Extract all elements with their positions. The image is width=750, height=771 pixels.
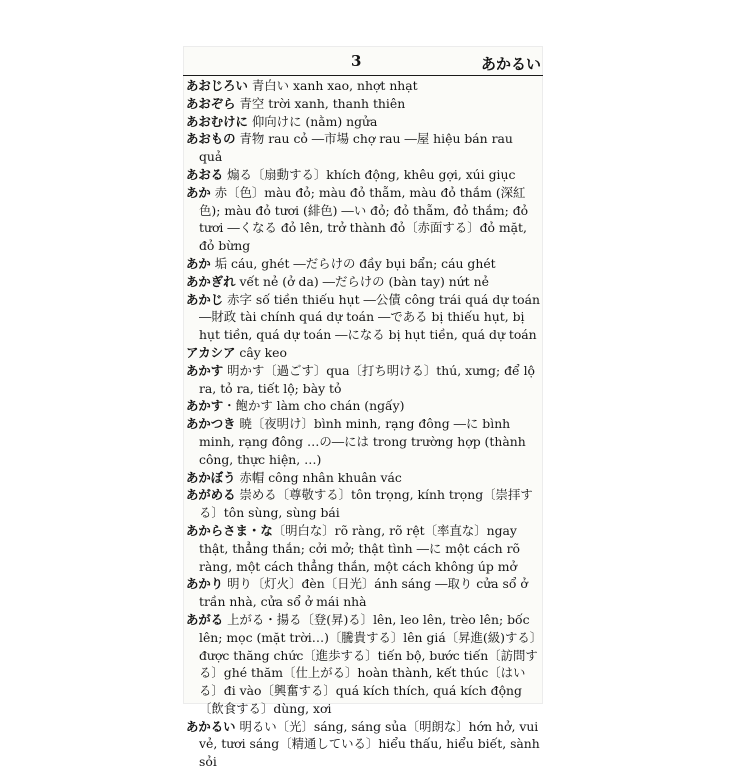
dictionary-page [183, 46, 543, 770]
entry-headword: あおる [186, 166, 224, 182]
entry-headword: あおぞら [186, 95, 236, 111]
entry-headword: あか [186, 184, 211, 200]
dictionary-entry [186, 397, 540, 415]
dictionary-entry [186, 273, 540, 291]
entry-headword: あおむけに [186, 113, 248, 129]
entry-headword: あかす [186, 362, 224, 378]
entry-definition: 赤〔色〕màu đỏ; màu đỏ thẫm, màu đỏ thắm (深紅色); màu đỏ tươi (緋色) ―い đỏ; đỏ thẫm, đỏ thắm; đỏ tươi ―くなる đỏ lên, trở thành đỏ〔赤面する〕đỏ mặt, đỏ bừng [199, 184, 529, 254]
dictionary-entry [186, 113, 540, 131]
entry-headword: あかす [186, 398, 224, 414]
dictionary-entry [186, 611, 540, 718]
dictionary-entry [186, 522, 540, 575]
entry-definition: 青物 rau cỏ ―市場 chợ rau ―屋 hiệu bán rau quả [199, 131, 513, 165]
dictionary-entry [186, 486, 540, 522]
dictionary-entry [186, 95, 540, 113]
entry-headword: あかぎれ [186, 273, 236, 289]
entry-definition: 青白い xanh xao, nhợt nhạt [247, 78, 418, 93]
entry-definition: 明り〔灯火〕đèn〔日光〕ánh sáng ―取り cửa sổ ở trần nhà, cửa sổ ở mái nhà [199, 576, 528, 610]
entry-definition: 崇める〔尊敬する〕tôn trọng, kính trọng〔崇拝する〕tôn sùng, sùng bái [199, 487, 533, 521]
entry-definition: 暁〔夜明け〕bình minh, rạng đông ―に bình minh, rạng đông …の―には trong trường hợp (thành công, thực hiện, …) [199, 416, 526, 467]
entry-headword: あがる [186, 611, 224, 627]
dictionary-entry [186, 344, 540, 362]
entry-definition: 仰向けに (nằm) ngửa [247, 113, 378, 129]
dictionary-entry [186, 255, 540, 273]
dictionary-entry [186, 184, 540, 255]
entry-headword: あか [186, 255, 211, 271]
entry-definition: 上がる・揚る〔登(昇)る〕lên, leo lên, trèo lên; bốc lên; mọc (mặt trời…)〔騰貴する〕lên giá〔昇進(級)する〕được thăng chức〔進歩する〕tiến bộ, bước tiến〔訪問する〕ghé thăm〔仕上がる〕hoàn thành, kết thúc〔はいる〕đi vào〔興奮する〕quá kích thích, quá kích động〔飲食する〕dùng, xơi [199, 611, 538, 716]
page-number: 3 [351, 52, 362, 70]
dictionary-entry [186, 291, 540, 344]
entry-definition: 煽る〔扇動する〕khích động, khêu gợi, xúi giục [223, 166, 516, 182]
running-head: あかるい [480, 55, 541, 73]
entry-definition: 赤帽 công nhân khuân vác [235, 469, 402, 485]
entry-list [186, 77, 540, 771]
entry-definition: 明るい〔光〕sáng, sáng sủa〔明朗な〕hớn hở, vui vẻ, tươi sáng〔精通している〕hiểu thấu, hiểu biết, sành sỏi [199, 718, 540, 770]
dictionary-entry [186, 77, 540, 95]
entry-definition: cây keo [235, 344, 287, 360]
entry-headword: あおもの [186, 131, 236, 147]
entry-definition: vết nẻ (ở da) ―だらけの (bàn tay) nứt nẻ [235, 273, 489, 289]
dictionary-entry [186, 130, 540, 166]
entry-headword: あかるい [186, 718, 236, 734]
dictionary-entry [186, 415, 540, 468]
dictionary-entry [186, 362, 540, 398]
dictionary-entry [186, 575, 540, 611]
entry-definition: ・飽かす làm cho chán (ngấy) [223, 398, 405, 414]
entry-headword: あおじろい [186, 78, 248, 93]
dictionary-entry [186, 166, 540, 184]
entry-headword: あかり [186, 576, 224, 592]
entry-headword: あかぼう [186, 469, 236, 485]
entry-definition: 明かす〔過ごす〕qua〔打ち明ける〕thú, xưng; để lộ ra, tỏ ra, tiết lộ; bày tỏ [199, 362, 535, 396]
entry-headword: あからさま・な [186, 522, 273, 538]
dictionary-entry [186, 469, 540, 487]
entry-definition: 赤字 số tiền thiếu hụt ―公債 công trái quá dự toán ―財政 tài chính quá dự toán ―である bị thiếu hụt, bị hụt tiền, quá dự toán ―になる bị hụt tiền, quá dự toán [199, 291, 540, 343]
header-rule [183, 75, 543, 76]
entry-definition: 青空 trời xanh, thanh thiên [235, 95, 406, 111]
page-header [183, 46, 543, 76]
entry-headword: あがめる [186, 487, 236, 503]
entry-headword: あかつき [186, 416, 236, 432]
entry-headword: あかじ [186, 291, 224, 307]
entry-definition: 垢 cáu, ghét ―だらけの đầy bụi bẩn; cáu ghét [210, 255, 496, 271]
dictionary-entry [186, 718, 540, 771]
entry-definition: 〔明白な〕rõ ràng, rõ rệt〔率直な〕ngay thật, thẳng thắn; cởi mở; thật tình ―に một cách rõ ràng, một cách thẳng thắn, một cách không úp mở [199, 522, 520, 574]
entry-headword: アカシア [186, 344, 236, 360]
